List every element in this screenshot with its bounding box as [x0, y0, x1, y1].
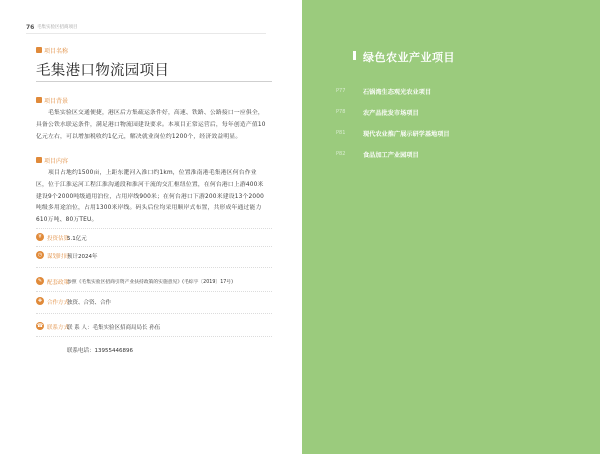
item-page-number: P77 — [336, 88, 346, 94]
tag-icon — [36, 47, 42, 53]
divider — [36, 291, 272, 292]
divider — [36, 246, 272, 247]
content-label: 项目内容 — [44, 158, 69, 165]
divider — [36, 267, 272, 268]
contact-person: 联 系 人：毛集实验区招商局局长 孙伍 — [67, 325, 161, 331]
running-head: 毛集实验区招商项目 — [37, 25, 78, 30]
header-rule — [26, 33, 266, 34]
background-label: 项目背景 — [44, 98, 69, 105]
content-text: 项目占地约1500亩，上距东淝河入淮口约1km，位置淮南港毛集港区何台作业区，位于江淮运河工程江淮沟通段和淮河干流的交汇枢纽位置，在何台港口上游400米建设9个2000吨级通用泊位，占用岸线900米；在何台港口下游200米建设13个2000吨级多用途泊位，占用1300米岸线。码头后位均采用顺岸式布置，共形成年通过能力610万吨、80万TEU。 — [36, 170, 265, 224]
right-item-2[interactable]: 农产品批发市场项目 — [363, 110, 419, 117]
tag-icon — [36, 97, 42, 103]
plan-time-value: 预计2024年 — [67, 254, 98, 260]
cooperation-label: 合作方式 — [47, 300, 70, 306]
title-rule — [36, 81, 272, 82]
project-title: 毛集港口物流园项目 — [36, 63, 170, 79]
phone-icon: ☎ — [36, 323, 44, 329]
right-item-1[interactable]: 石锅湾生态观光农业项目 — [363, 89, 432, 96]
item-page-number: P81 — [336, 130, 346, 136]
page-number: 76 — [26, 24, 35, 31]
background-text: 毛集实验区交通便捷，港区后方集疏运条件好，高速、铁路、公路接口一应俱全，具备公铁水联运条件，满足港口物流园建设要求。本项目正常运营后，每年创造产值10亿元左右，可以增加税收约1亿元，解决就业岗位约1200个，经济效益明显。 — [36, 110, 266, 140]
investment-label: 投资估算 — [47, 236, 70, 242]
project-name-label: 项目名称 — [44, 48, 69, 55]
right-item-4[interactable]: 食品加工产业园项目 — [363, 152, 419, 159]
plan-time-label: 谋划时间 — [47, 254, 70, 260]
item-page-number: P78 — [336, 109, 346, 115]
money-icon: ¥ — [36, 233, 44, 241]
cooperation-value: 独资、合资、合作 — [67, 300, 112, 306]
policy-label: 配套政策 — [47, 280, 70, 286]
right-green-panel — [302, 0, 600, 454]
section-marker — [353, 51, 356, 60]
divider — [36, 228, 272, 229]
tag-icon — [36, 157, 42, 163]
clock-icon: ◷ — [37, 252, 43, 258]
contact-phone: 联系电话：13955446896 — [67, 348, 133, 354]
cooperation-icon: ✚ — [37, 298, 43, 304]
policy-value: 参照《毛集实验区招商引资产业扶持政策的实施意见》(毛综字〔2019〕17号) — [67, 280, 233, 285]
divider — [36, 336, 272, 337]
right-item-3[interactable]: 现代农业推广展示研学基地项目 — [363, 131, 450, 138]
policy-icon: ✎ — [37, 278, 43, 284]
item-page-number: P82 — [336, 151, 346, 157]
divider — [36, 313, 272, 314]
contact-label: 联系方式 — [47, 325, 70, 331]
right-section-title: 绿色农业产业项目 — [363, 51, 455, 64]
investment-value: 5.1亿元 — [67, 236, 87, 242]
